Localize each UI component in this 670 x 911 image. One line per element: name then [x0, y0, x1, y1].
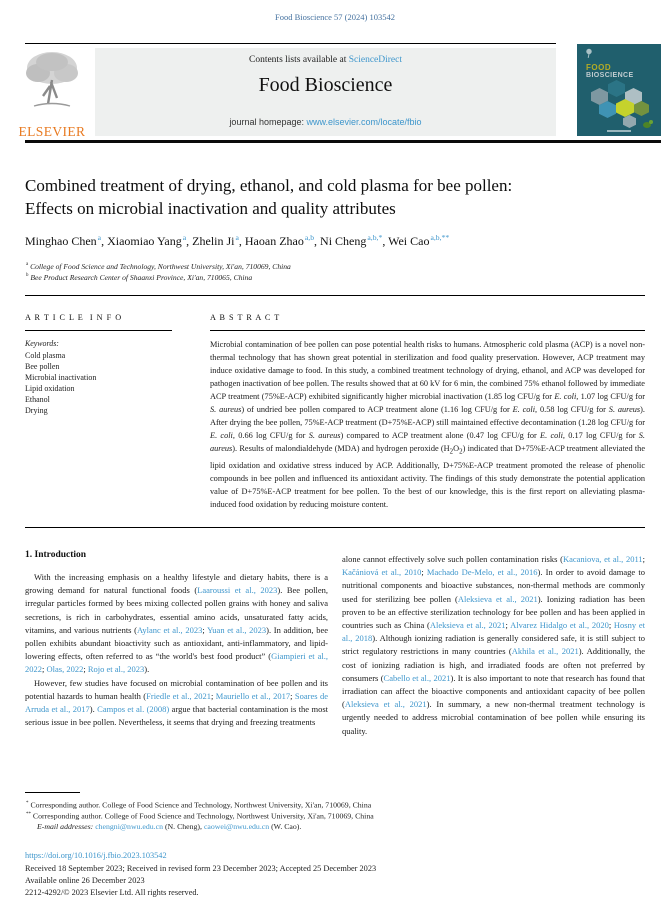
received-dates-line: Received 18 September 2023; Received in revised form 23 December 2023; Accepted 25 December 2023 [25, 864, 377, 873]
italic-text: E. coli [540, 431, 563, 440]
author-superscript: a,b,* [367, 233, 383, 242]
italic-text: E. coli [512, 405, 536, 414]
running-head-citation: Food Bioscience 57 (2024) 103542 [275, 12, 395, 22]
text-link[interactable]: Rojo et al., 2023 [87, 664, 145, 675]
masthead-band [95, 48, 556, 136]
corresponding-author-footnote-1: * Corresponding author. College of Food Science and Technology, Northwest University, Xi'an, 710069, China [26, 800, 372, 810]
doi-link[interactable]: https://doi.org/10.1016/j.fbio.2023.103542 [25, 851, 167, 860]
footnote-rule [25, 792, 80, 793]
author-superscript: a [97, 233, 102, 242]
superscript-marker: ** [26, 812, 31, 817]
author-superscript: a,b [304, 233, 315, 242]
text-link[interactable]: Akhila et al., 2021 [511, 646, 579, 657]
article-info-rule [25, 330, 172, 331]
keyword: Drying [25, 406, 48, 415]
text-link[interactable]: Hosny et al., 2018 [342, 620, 645, 644]
available-online-line: Available online 26 December 2023 [25, 876, 145, 885]
introduction-heading: 1. Introduction [25, 550, 87, 560]
abstract-text: Microbial contamination of bee pollen can pose potential health risks to humans. Atmospheric cold plasma (ACP) is a novel non-thermal technology that has shown great potential in sterilization and food quality preservation. However, ACP treatment may induce oxidative damage to food. In this study, a combined treatment technology of drying, ethanol, and ACP was developed for pathogen inactivation of bee pollen. The results showed that at 60 kV for 6 min, the combined 75% ethanol followed by immediate ACP treatment (75%E-ACP) exhibited significantly higher microbial inactivation (1.85 log CFU/g for E. coli, 1.07 log CFU/g for S. aureus) of undried bee pollen compared to ACP treatment alone (1.16 log CFU/g for E. coli, 0.58 log CFU/g for S. aureus). After drying the bee pollen, 75%E-ACP treatment (D+75%E-ACP) still maintained effective decontamination (1.28 log CFU/g for E. coli, 0.66 log CFU/g for S. aureus) compared to ACP treatment alone (0.47 log CFU/g for E. coli, 0.17 log CFU/g for S. aureus). Results of malondialdehyde (MDA) and hydrogen peroxide $(H_2O_2)$ indicated that D+75%E-ACP treatment alleviated the lipid oxidation and oxidative stress induced by ACP. Additionally, D+75%E-ACP treatment promoted the release of phenolic compounds in bee pollen and influenced its antioxidant activity. The findings of this study demonstrate the potential application value of D+75%E-ACP treatment for bee pollen. To the best of our knowledge, this is the first report on alleviating plasma-induced food oxidation by reducing moisture content. [210, 340, 646, 509]
masthead-bottom-rule [25, 140, 661, 143]
affiliation-b [25, 273, 645, 282]
text-link[interactable]: Soares de Arruda et al., 2017 [25, 690, 328, 715]
text-link[interactable]: Yuan et al., 2023 [207, 624, 267, 635]
intro-right-column [342, 553, 645, 738]
author-superscript: a [235, 233, 239, 242]
issn-copyright-line: 2212-4292/© 2023 Elsevier Ltd. All rights reserved. [25, 888, 199, 897]
elsevier-logo [12, 48, 92, 140]
masthead-top-rule [25, 43, 556, 44]
italic-text: S. aureus [210, 431, 645, 453]
author-list: Minghao Chen$^a$, Xiaomiao Yang$^a$, Zhelin Ji$^a$, Haoan Zhao$^{a,b}$, Ni Cheng$^{a,b,*}$, Wei Cao$^{a,b,**}$ [25, 233, 450, 248]
intro-paragraph-2: However, few studies have focused on microbial contamination of bee pollen and its potential hazards to human health (Friedle et al., 2021; Mauriello et al., 2017; Soares de Arruda et al., 2017). Campos et al. (2008) argue that bacterial contamination is the most serious issue in bee pollen. Nevertheless, it seems that drying and freezing treatments [25, 677, 329, 728]
article-title-line1: Combined treatment of drying, ethanol, and cold plasma for bee pollen: [25, 176, 513, 195]
keyword: Cold plasma [25, 351, 66, 360]
superscript-marker: * [26, 801, 29, 806]
italic-text: E. coli [554, 392, 577, 401]
journal-homepage-line: journal homepage: www.elsevier.com/locate/fbio [229, 117, 422, 127]
cover-title-food: FOOD [586, 63, 612, 72]
italic-text: E-mail addresses: [37, 822, 94, 831]
article-title [25, 175, 645, 220]
subscript: 2 [449, 448, 454, 456]
keywords-label: Keywords: [25, 339, 59, 348]
text-link[interactable]: Friedle et al., 2021 [146, 690, 211, 701]
italic-text: E. coli [210, 431, 233, 440]
intro-paragraph-1: With the increasing emphasis on a healthy lifestyle and dietary habits, there is a growing demand for natural functional foods (Laaroussi et al., 2023). Bee pollen, irregular particles formed by bees mixing collected pollen grains with honey and saliva secretions, is rich in carbohydrates, essential amino acids, unsaturated fatty acids, vitamins, and various nutrients (Aylanc et al., 2023; Yuan et al., 2023). In addition, bee pollen exhibits abundant bioactivity such as antioxidant, anti-inflammatory, and lipid-lowering effects, often referred to as “the world's best food product” (Giampieri et al., 2022; Olas, 2022; Rojo et al., 2023). [25, 572, 329, 675]
cover-hexagon [608, 80, 625, 97]
elsevier-wordmark: ELSEVIER [18, 124, 86, 139]
article-title-line2: Effects on microbial inactivation and quality attributes [25, 198, 396, 218]
text-link[interactable]: chengni@nwu.edu.cn [95, 822, 163, 831]
intro-left-column [25, 571, 328, 729]
affiliation-a [25, 262, 645, 271]
italic-text: S. aureus [608, 405, 641, 414]
cover-bee-head [649, 120, 653, 124]
subscript: 2 [459, 448, 463, 456]
superscript-marker: a [26, 262, 29, 268]
text-link[interactable]: caowei@nwu.edu.cn [203, 822, 270, 831]
intro-paragraph-3: alone cannot effectively solve such pollen contamination risks (Kacaniova, et al., 2011; Kačániová et al., 2010; Machado De-Melo, et al., 2016). In order to avoid damage to nutritional components and bioactive substances, non-thermal methods are commonly used for sterilizing bee pollen (Aleksieva et al., 2021). Ionizing radiation has been proven to be an effective sterilization technology for bee pollen and has been applied in countries such as China (Aleksieva et al., 2021; Alvarez Hidalgo et al., 2020; Hosny et al., 2018). Although ionizing radiation is generally considered safe, it is still subject to strict regulatory restrictions in many countries (Akhila et al., 2021). Additionally, the cost of ionizing radiation is high, and irradiated foods are often not preferred by consumers (Cabello et al., 2021). It is also important to note that research has found that irradiation can affect the bioactive components and antioxidant capacity of bee pollen (Aleksieva et al., 2021). In summary, a new non-thermal treatment technology is urgently needed to address microbial contamination of bee pollen while ensuring its quality. [342, 554, 646, 736]
journal-title: Food Bioscience [258, 74, 393, 96]
author-superscript: a,b,** [430, 233, 450, 242]
cover-title-bioscience: BIOSCIENCE [586, 72, 634, 79]
abstract-heading: A B S T R A C T [210, 313, 281, 322]
author-superscript: a [182, 233, 187, 242]
italic-text: College of Food Science and Technology, Northwest University, Xi'an, 710069, China [28, 262, 291, 271]
text-link[interactable]: Giampieri et al., 2022 [25, 651, 328, 675]
text-link[interactable]: Kacaniova, et al., 2011 [562, 554, 643, 564]
text-link[interactable]: Aleksieva et al., 2021 [457, 593, 538, 604]
text-link[interactable]: Olas, 2022 [46, 664, 84, 675]
keyword: Microbial inactivation [25, 373, 97, 382]
text-link[interactable]: Aleksieva et al., 2021 [429, 620, 506, 631]
cover-elsevier-mini-tree-icon [585, 48, 593, 59]
text-link[interactable]: Machado De-Melo, et al., 2016 [426, 567, 538, 578]
italic-text: S. aureus [210, 405, 242, 414]
text-link[interactable]: Aleksieva et al., 2021 [344, 699, 427, 710]
superscript-marker: b [26, 273, 29, 279]
italic-text: Bee Product Research Center of Shaanxi Province, Xi'an, 710065, China [28, 273, 253, 282]
cover-caption-bar [607, 130, 631, 132]
text-link[interactable]: Laaroussi et al., 2023 [197, 585, 278, 596]
italic-text: S. aureus [308, 431, 341, 440]
text-link[interactable]: Cabello et al., 2021 [383, 672, 451, 683]
keyword: Lipid oxidation [25, 384, 75, 393]
text-link[interactable]: Campos et al. (2008) [97, 704, 170, 715]
text-link[interactable]: ScienceDirect [348, 55, 402, 65]
email-addresses-line: E-mail addresses: chengni@nwu.edu.cn (N. Cheng), caowei@nwu.edu.cn (W. Cao). [37, 822, 302, 831]
keyword: Ethanol [25, 395, 50, 404]
text-link[interactable]: Kačániová et al., 2010 [342, 567, 422, 578]
elsevier-tree-icon [21, 48, 83, 112]
article-info-heading: A R T I C L E I N F O [25, 313, 123, 322]
contents-list-line: Contents lists available at ScienceDirect [248, 55, 402, 65]
keyword: Bee pollen [25, 362, 60, 371]
section-divider-rule [25, 295, 645, 296]
body-divider-rule [25, 527, 645, 528]
text-link[interactable]: Mauriello et al., 2017 [215, 690, 291, 701]
text-link[interactable]: Alvarez Hidalgo et al., 2020 [510, 620, 609, 631]
abstract-rule [210, 330, 645, 331]
keywords-list [25, 350, 185, 416]
corresponding-author-footnote-2: ** Corresponding author. College of Food Science and Technology, Northwest University, Xi'an, 710069, China [26, 811, 374, 821]
journal-cover-thumbnail [577, 44, 661, 136]
text-link[interactable]: www.elsevier.com/locate/fbio [306, 117, 422, 127]
text-link[interactable]: Aylanc et al., 2023 [137, 624, 203, 635]
